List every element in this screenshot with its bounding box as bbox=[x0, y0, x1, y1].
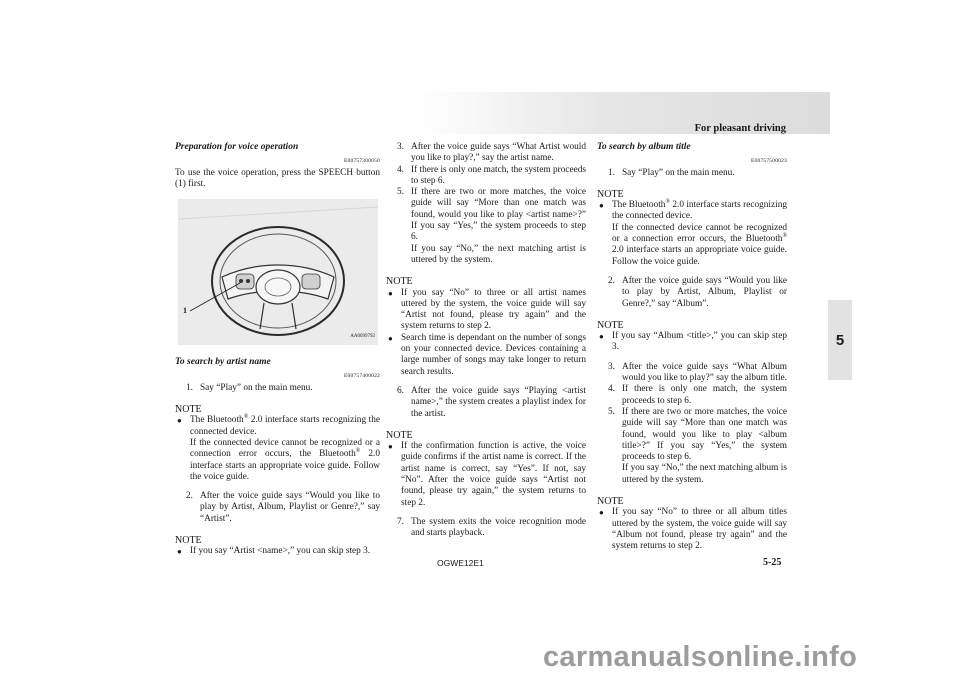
note-bullet: ● The Bluetooth® 2.0 interface starts recognizing the connected device. bbox=[597, 200, 787, 223]
step-item: 7. The system exits the voice recognition mode and starts playback. bbox=[397, 516, 586, 539]
note-bullet: ● Search time is dependant on the number of songs on your connected device. Devices containing a large number of songs may take longer to return search results. bbox=[386, 333, 586, 378]
steering-wheel-illustration bbox=[178, 199, 378, 345]
step-item: 3. After the voice guide says “What Album would you like to play?” say the album title. bbox=[608, 361, 787, 384]
note-label: NOTE bbox=[386, 276, 413, 288]
step-item: 3. After the voice guide says “What Artist would you like to play?,” say the artist name. bbox=[397, 142, 586, 164]
column-left bbox=[175, 142, 380, 558]
column-middle bbox=[386, 142, 586, 540]
step-continuation: If you say “No,” the next matching artist is uttered by the system. bbox=[411, 243, 586, 265]
document-code: OGWE12E1 bbox=[437, 558, 484, 568]
figure-callout-1: 1 bbox=[183, 306, 187, 316]
chapter-tab: 5 bbox=[828, 300, 852, 380]
steering-wheel-figure bbox=[178, 199, 378, 345]
note-label: NOTE bbox=[597, 188, 624, 200]
step-item: 5. If there are two or more matches, the voice guide will say “More than one match was found, would you like to play <album title>?” If you say “Yes,” the system proceeds to step 6. bbox=[608, 406, 787, 463]
note-label: NOTE bbox=[175, 535, 202, 547]
figure-code: AA0099792 bbox=[350, 333, 375, 339]
section-heading-preparation: Preparation for voice operation bbox=[175, 142, 299, 152]
note-continuation: If the connected device cannot be recognized or a connection error occurs, the Bluetooth® 2.0 interface starts an appropriate voice guide. Follow the voice guide. bbox=[190, 437, 381, 482]
section-code: E00757300050 bbox=[343, 158, 380, 165]
step-continuation: If you say “No,” the next matching album is uttered by the system. bbox=[622, 463, 787, 485]
page-header-title: For pleasant driving bbox=[694, 123, 786, 134]
note-label: NOTE bbox=[597, 496, 624, 508]
note-bullet: ● If you say “No” to three or all artist names uttered by the system, the voice guide will say “Artist not found, please try again” and the system returns to step 2. bbox=[386, 288, 586, 333]
column-right bbox=[597, 142, 787, 553]
watermark: carmanualsonline.info bbox=[543, 641, 858, 673]
note-bullet: ● If you say “Album <title>,” you can skip step 3. bbox=[597, 331, 787, 354]
note-label: NOTE bbox=[386, 429, 413, 441]
note-label: NOTE bbox=[175, 404, 202, 416]
section-heading-artist: To search by artist name bbox=[175, 357, 271, 368]
step-item: 2. After the voice guide says “Would you like to play by Artist, Album, Playlist or Genre?,” say “Artist”. bbox=[186, 491, 380, 524]
note-continuation: If the connected device cannot be recognized or a connection error occurs, the Bluetooth® 2.0 interface starts an appropriate voice guide. Follow the voice guide. bbox=[612, 222, 787, 267]
note-bullet: ● The Bluetooth® 2.0 interface starts recognizing the connected device. bbox=[175, 415, 380, 438]
paragraph: To use the voice operation, press the SPEECH button (1) first. bbox=[175, 167, 380, 189]
page-number: 5-25 bbox=[763, 557, 782, 568]
note-bullet: ● If the confirmation function is active, the voice guide confirms if the artist name is correct. If the artist name is correct, say “Yes”. If not, say “No”. After the voice guide says “Artist not found, please try again,” the system returns to step 2. bbox=[386, 441, 586, 509]
step-item: 4. If there is only one match, the system proceeds to step 6. bbox=[397, 164, 586, 186]
step-item: 5. If there are two or more matches, the voice guide will say “More than one match was found, would you like to play <artist name>?” If you say “Yes,” the system proceeds to step 6. bbox=[397, 187, 586, 243]
note-bullet: ● If you say “No” to three or all album titles uttered by the system, the voice guide will say “Album not found, please try again” and the system returns to step 2. bbox=[597, 507, 787, 552]
step-item: 2. After the voice guide says “Would you like to play by Artist, Album, Playlist or Genre?,” say “Album”. bbox=[608, 275, 787, 309]
step-item: 6. After the voice guide says “Playing <artist name>,” the system creates a playlist index for the artist. bbox=[397, 385, 586, 419]
step-item: 1. Say “Play” on the main menu. bbox=[608, 167, 735, 178]
note-label: NOTE bbox=[597, 319, 624, 331]
step-item: 4. If there is only one match, the system proceeds to step 6. bbox=[608, 384, 787, 406]
section-heading-album: To search by album title bbox=[597, 142, 691, 152]
note-bullet: ● If you say “Artist <name>,” you can skip step 3. bbox=[175, 546, 380, 557]
section-code: E00757400022 bbox=[343, 373, 380, 380]
step-item: 1. Say “Play” on the main menu. bbox=[186, 382, 313, 393]
section-code: E00757500023 bbox=[750, 158, 787, 165]
